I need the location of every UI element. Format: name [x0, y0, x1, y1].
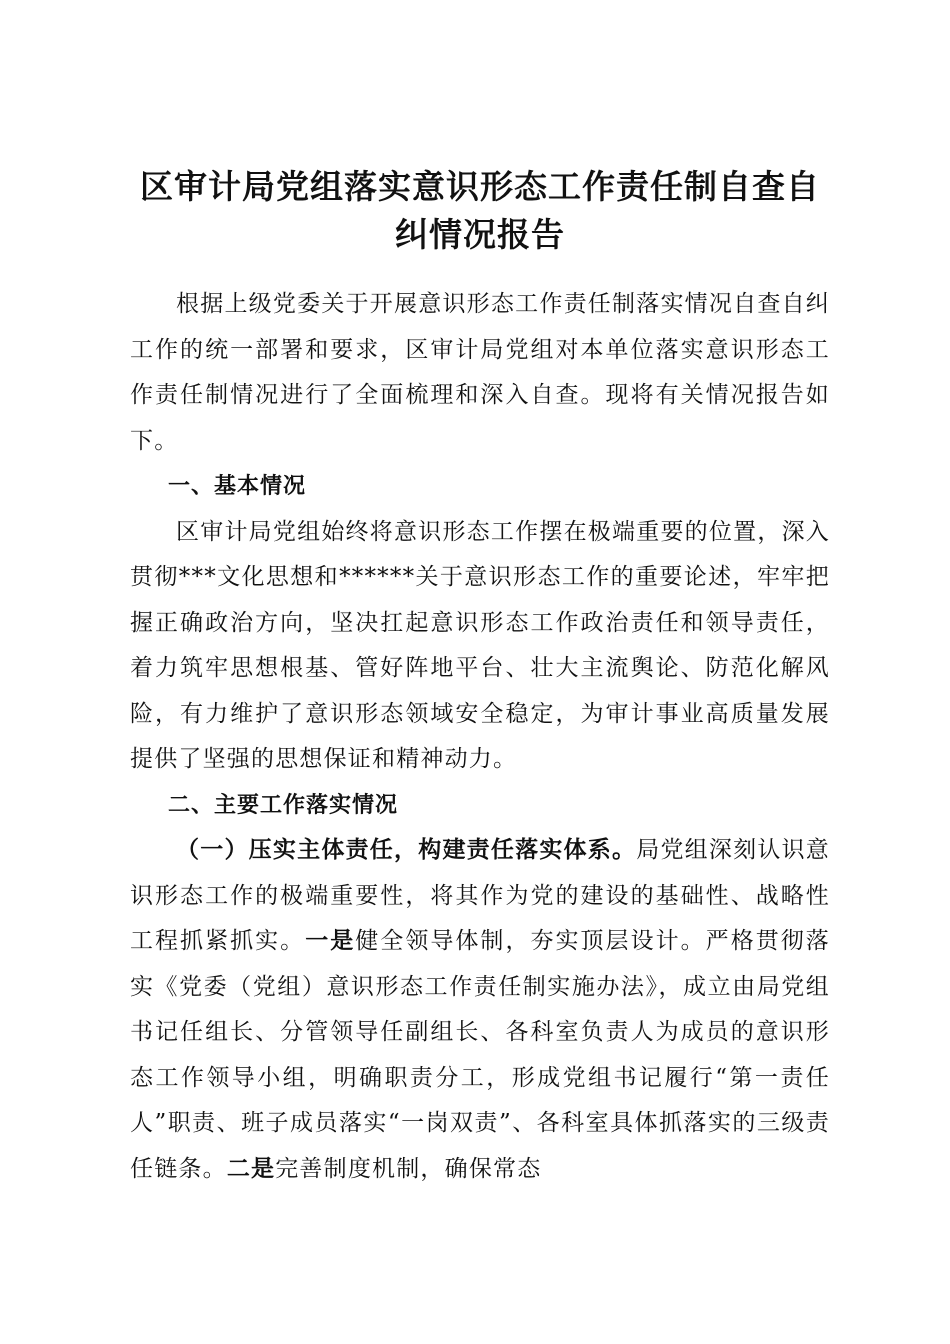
document-page: [130, 163, 830, 1192]
section-heading-basic: 一、基本情况: [168, 474, 307, 499]
document-title: 区审计局党组落实意识形态工作责任制自查自纠情况报告: [140, 167, 820, 254]
main-work-paragraph: [130, 828, 830, 1192]
point-two-label: 二是: [226, 1155, 276, 1182]
intro-paragraph: 根据上级党委关于开展意识形态工作责任制落实情况自查自纠工作的统一部署和要求，区审计局党组对本单位落实意识形态工作责任制情况进行了全面梳理和深入自查。现将有关情况报告如下。: [130, 291, 830, 454]
point-one-label: 一是: [305, 928, 356, 954]
subsection-text: 局党组深刻认识意识形态工作的极端重要性，将其作为党的建设的基础性、战略性工程抓紧抓实。: [130, 837, 830, 954]
section-heading-main-work: 二、主要工作落实情况: [168, 792, 399, 818]
point-one-text: 健全领导体制，夯实顶层设计。严格贯彻落实《党委（党组）意识形态工作责任制实施办法》，成立由局党组书记任组长、分管领导任副组长、各科室负责人为成员的意识形态工作领导小组，明确职责分工，形成党组书记履行“第一责任人”职责、班子成员落实“一岗双责”、各科室具体抓落实的三级责任链条。: [130, 928, 830, 1182]
point-two-text: 完善制度机制，确保常态: [275, 1155, 542, 1182]
basic-situation-paragraph: 区审计局党组始终将意识形态工作摆在极端重要的位置，深入贯彻***文化思想和******关于意识形态工作的重要论述，牢牢把握正确政治方向，坚决扛起意识形态工作政治责任和领导责任，着力筑牢思想根基、管好阵地平台、壮大主流舆论、防范化解风险，有力维护了意识形态领域安全稳定，为审计事业高质量发展提供了坚强的思想保证和精神动力。: [130, 518, 830, 772]
subsection-lead: （一）压实主体责任，构建责任落实体系。: [176, 837, 637, 863]
